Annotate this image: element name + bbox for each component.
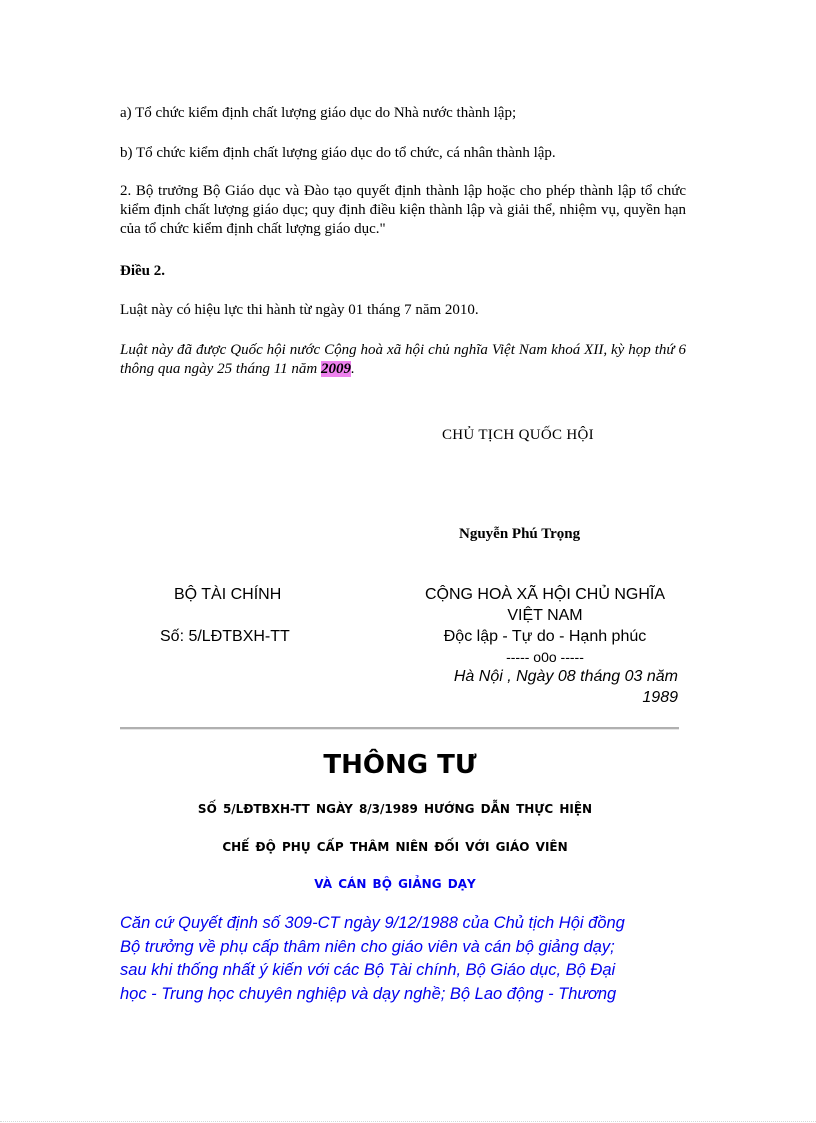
signer-name: Nguyễn Phú Trọng [459,526,581,542]
circular-title: THÔNG TƯ [323,750,477,780]
clause-b: b) Tổ chức kiểm định chất lượng giáo dục do tổ chức, cá nhân thành lập. [120,145,556,161]
issue-date [410,666,678,708]
preamble-line: Bộ trưởng về phụ cấp thâm niên cho giáo viên và cán bộ giảng dạy; [120,937,615,956]
preamble-line: học - Trung học chuyên nghiệp và dạy nghề; Bộ Lao động - Thương [120,984,617,1003]
header-divider [120,727,679,730]
highlighted-year: 2009 [320,361,351,377]
clause-a: a) Tổ chức kiểm định chất lượng giáo dục do Nhà nước thành lập; [120,105,517,121]
circular-subtitle-line1: SỐ 5/LĐTBXH-TT NGÀY 8/3/1989 HƯỚNG DẪN THỰC HIỆN [197,802,593,816]
ornament-divider: ----- o0o ----- [506,649,584,665]
country-name-line2: VIỆT NAM [507,607,583,624]
circular-subtitle-line2: CHẾ ĐỘ PHỤ CẤP THÂM NIÊN ĐỐI VỚI GIÁO VIÊN [222,840,568,854]
document-number: Số: 5/LĐTBXH-TT [160,628,290,645]
issuer-name: BỘ TÀI CHÍNH [174,586,282,603]
circular-subtitle-line3: VÀ CÁN BỘ GIẢNG DẠY [314,877,476,891]
issue-date-line1: Hà Nội , Ngày 08 tháng 03 năm [453,668,678,685]
circular-preamble [120,912,625,1006]
passage-note [120,341,686,379]
passage-note-end: . [350,361,355,377]
signer-title: CHỦ TỊCH QUỐC HỘI [442,427,594,443]
article-2-heading: Điều 2. [120,263,165,279]
country-name [400,584,690,667]
country-name-line1: CỘNG HOÀ XÃ HỘI CHỦ NGHĨA [424,586,666,603]
issue-date-line2: 1989 [642,689,678,706]
national-motto: Độc lập - Tự do - Hạnh phúc [443,628,647,645]
preamble-line: sau khi thống nhất ý kiến với các Bộ Tài chính, Bộ Giáo dục, Bộ Đại [120,961,616,979]
effective-date-text: Luật này có hiệu lực thi hành từ ngày 01 tháng 7 năm 2010. [120,302,479,318]
passage-note-text: Luật này đã được Quốc hội nước Cộng hoà xã hội chủ nghĩa Việt Nam khoá XII, kỳ họp thứ 6 thông qua ngày 25 tháng 11 năm [120,342,686,377]
preamble-line: Căn cứ Quyết định số 309-CT ngày 9/12/1988 của Chủ tịch Hội đồng [120,914,625,932]
page-bottom-border [0,1121,816,1122]
clause-2: 2. Bộ trưởng Bộ Giáo dục và Đào tạo quyết định thành lập hoặc cho phép thành lập tổ chức kiểm định chất lượng giáo dục; quy định điều kiện thành lập và giải thể, nhiệm vụ, quyền hạn của tổ chức kiểm định chất lượng giáo dục." [120,183,686,237]
